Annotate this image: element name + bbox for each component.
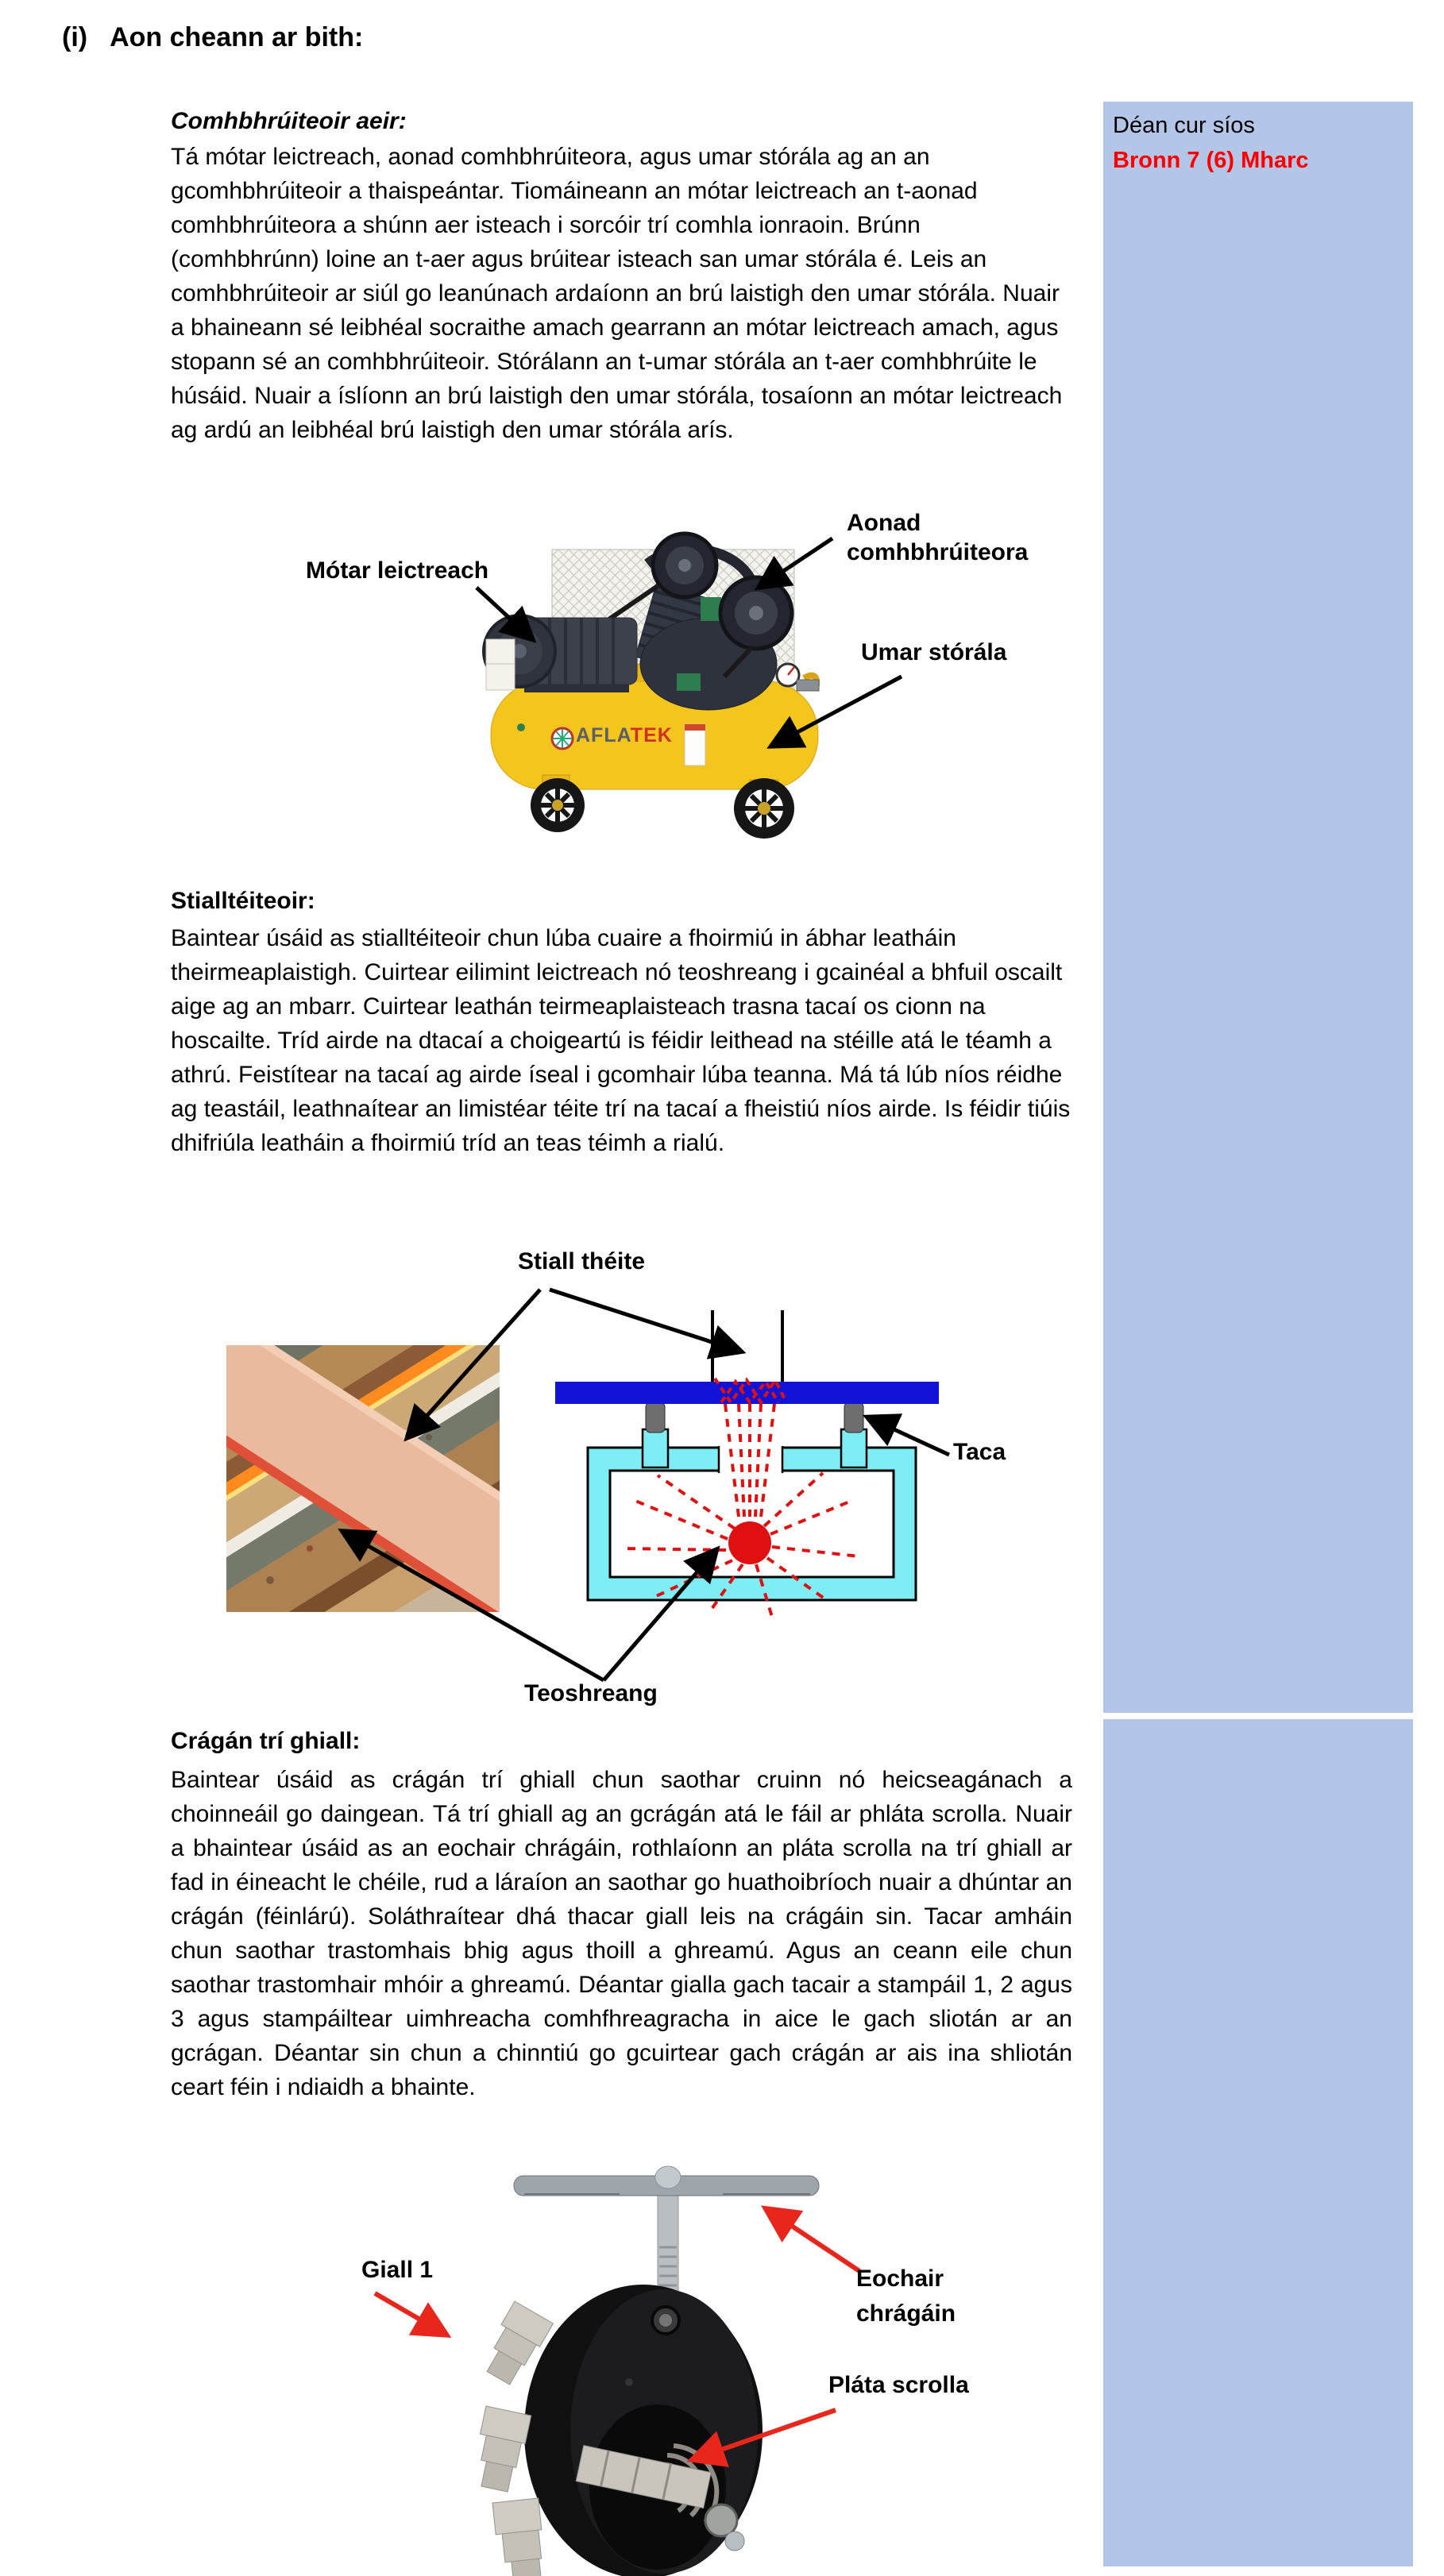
question-title: Aon cheann ar bith: — [110, 22, 364, 52]
chuck-figure — [302, 2144, 1096, 2576]
chuck-body-shape — [469, 2285, 763, 2576]
label-tank: Umar stórála — [861, 639, 1007, 665]
support-left — [643, 1429, 668, 1467]
flywheel-small — [720, 577, 792, 649]
question-heading — [62, 22, 363, 53]
line-bender-diagram — [555, 1310, 939, 1617]
brand-text — [576, 724, 673, 747]
sidebar-note: Déan cur síos — [1113, 113, 1255, 138]
chuck-key-shape — [514, 2166, 819, 2298]
jaw-2-shape — [469, 2406, 531, 2493]
label-heating-wire: Teoshreang — [524, 1680, 658, 1706]
sidebar-marks: Bronn 7 (6) Mharc — [1113, 148, 1309, 173]
strip-heater-illustration — [222, 1239, 1064, 1731]
marking-sidebar-top — [1103, 102, 1413, 1713]
brand-prefix: AFLA — [576, 724, 631, 746]
brand-logo-icon — [552, 728, 573, 749]
strip-heater-figure — [222, 1239, 1064, 1731]
wheel-left — [531, 778, 585, 832]
jaw-3-shape — [492, 2498, 550, 2576]
chuck-illustration — [302, 2144, 1096, 2576]
compressor-heading: Comhbhrúiteoir aeir: — [171, 108, 407, 134]
strip-heater-heading: Stialltéiteoir: — [171, 888, 315, 914]
label-jaw-1: Giall 1 — [361, 2257, 434, 2283]
wheel-right — [734, 778, 794, 839]
chuck-paragraph: Baintear úsáid as crágán trí ghiall chun saothar cruinn nó heicseagánach a choinneáil go daingean. Tá trí ghiall ag an gcrágán atá le fáil ar phláta scrolla. Nuair a bhaintear úsáid as an eochair chrágáin, rothlaíonn an pláta scrolla na trí ghiall ar fad in éineacht le chéile, rud a láraíon an saothar go huathoibríoch nuair a dhúntar an crágán (féinlárú). Soláthraítear dhá thacar giall leis na crágáin sin. Tacar amháin chun saothar trastomhais bhig agus thoill a ghreamú. Agus an ceann eile chun saothar trastomhair mhóir a ghreamú. Déantar gialla gach tacair a stampáil 1, 2 agus 3 agus stampáiltear uimhreacha comhfhreagracha in aice le gach sliotán ar an gcrágan. Déantar sin chun a chinntiú go gcuirtear gach crágán ar ais ina shliotán ceart féin i ndiaidh a bhainte. — [171, 1767, 1072, 2100]
chuck-heading: Crágán trí ghiall: — [171, 1728, 361, 1754]
support-right — [841, 1429, 867, 1467]
strip-heater-paragraph: Baintear úsáid as stialltéiteoir chun lúba cuaire a fhoirmiú in ábhar leatháin theirmeaplaistigh. Cuirtear eilimint leictreach nó teoshreang i gcainéal a bhfuil oscailt aige ag an mbarr. Cuirtear leathán teirmeaplaisteach trasna tacaí os cionn na hoscailte. Tríd airde na dtacaí a choigeartú is féidir leithead na stéille atá le téamh a athrú. Feistítear na tacaí ag airde íseal i gcomhair lúba teanna. Má tá lúb níos réidhe ag teastáil, leathnaítear an limistéar téite trí na tacaí a fheistiú níos airde. Is féidir tiúis dhifriúla leatháin a fhoirmiú tríd an teas téimh a rialú. — [171, 925, 1071, 1156]
label-heated-strip: Stiall théite — [518, 1248, 646, 1275]
question-index: (i) — [62, 22, 88, 52]
label-support: Taca — [953, 1439, 1006, 1465]
label-chuck-key: Eochair chrágáin — [856, 2266, 956, 2327]
heating-element — [728, 1521, 771, 1564]
label-compressor-unit: Aonad comhbhrúiteora — [847, 510, 1029, 565]
compressor-paragraph: Tá mótar leictreach, aonad comhbhrúiteora, agus umar stórála ag an an gcomhbhrúiteoir a thaispeántar. Tiomáineann an mótar leictreach an t-aonad comhbhrúiteora a shúnn aer isteach i sorcóir trí comhla ionraoin. Brúnn (comhbhrúnn) loine an t-aer agus brúitear isteach san umar stórála é. Leis an comhbhrúiteoir ar siúl go leanúnach ardaíonn an brú laistigh den umar stórála. Nuair a bhaineann sé leibhéal socraithe amach gearrann an mótar leictreach amach, agus stopann sé an comhbhrúiteoir. Stórálann an t-umar stórála an t-aer comhbhrúite le húsáid. Nuair a íslíonn an brú laistigh den umar stórála, tosaíonn an mótar leictreach ag ardú an leibhéal brú laistigh den umar stórála arís. — [171, 144, 1063, 443]
brand-suffix: TEK — [630, 724, 673, 746]
label-motor: Mótar leictreach — [306, 557, 489, 584]
marking-sidebar-bottom — [1103, 1719, 1413, 2566]
flywheel-large — [653, 534, 716, 597]
label-scroll-plate: Pláta scrolla — [828, 2372, 969, 2398]
